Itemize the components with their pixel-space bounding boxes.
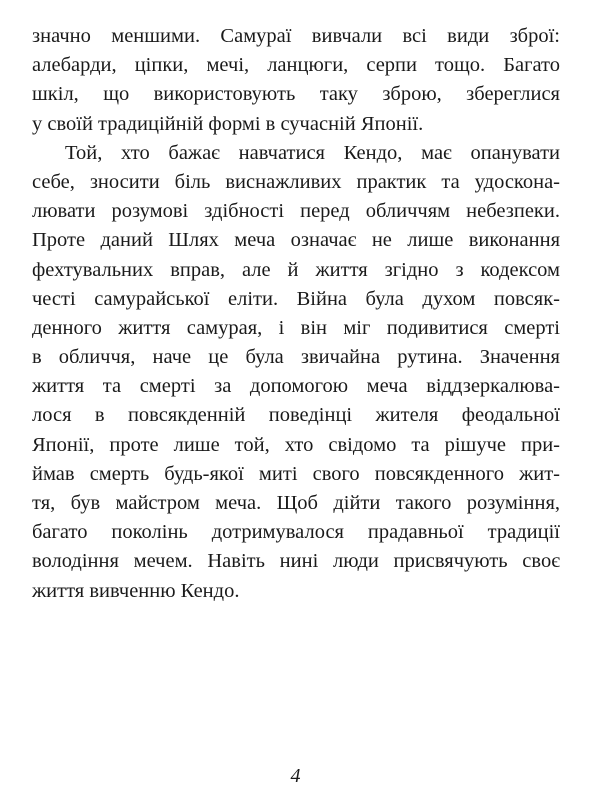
text-line: денного життя самурая, і він міг подивитися смерті	[32, 316, 560, 339]
text-line: честі самурайської еліти. Війна була духом повсяк-	[32, 287, 560, 310]
text-line: себе, зносити біль виснажливих практик та удоскона-	[32, 170, 560, 193]
text-line: ймав смерть будь-якої миті свого повсякденного жит-	[32, 462, 560, 485]
text-line: життя вивченню Кендо.	[32, 579, 240, 602]
text-line: шкіл, що використовують таку зброю, збереглися	[32, 83, 560, 106]
text-line: лося в повсякденній поведінці жителя феодальної	[32, 404, 560, 427]
text-line: тя, був майстром меча. Щоб дійти такого розуміння,	[32, 492, 560, 514]
text-line: значно меншими. Самураї вивчали всі види зброї:	[32, 25, 560, 47]
text-line: фехтувальних вправ, але й життя згідно з кодексом	[32, 258, 560, 281]
text-line: у своїй традиційній формі в сучасній Японії.	[32, 112, 424, 135]
text-line: в обличчя, наче це була звичайна рутина. Значення	[32, 346, 560, 369]
text-line: лювати розумові здібності перед обличчям небезпеки.	[32, 200, 560, 223]
text-line: Той, хто бажає навчатися Кендо, має опанувати	[65, 141, 560, 164]
page-number: 4	[290, 765, 301, 787]
text-line: Проте даний Шлях меча означає не лише виконання	[32, 229, 560, 252]
body-text	[32, 22, 560, 606]
text-line: володіння мечем. Навіть нині люди присвячують своє	[32, 550, 560, 573]
text-line: багато поколінь дотримувалося прадавньої традиції	[32, 521, 560, 544]
text-line: життя та смерті за допомогою меча віддзеркалюва-	[32, 375, 560, 398]
text-line: алебарди, ціпки, мечі, ланцюги, серпи тощо. Багато	[32, 54, 560, 77]
text-line: Японії, проте лише той, хто свідомо та рішуче при-	[32, 433, 560, 456]
